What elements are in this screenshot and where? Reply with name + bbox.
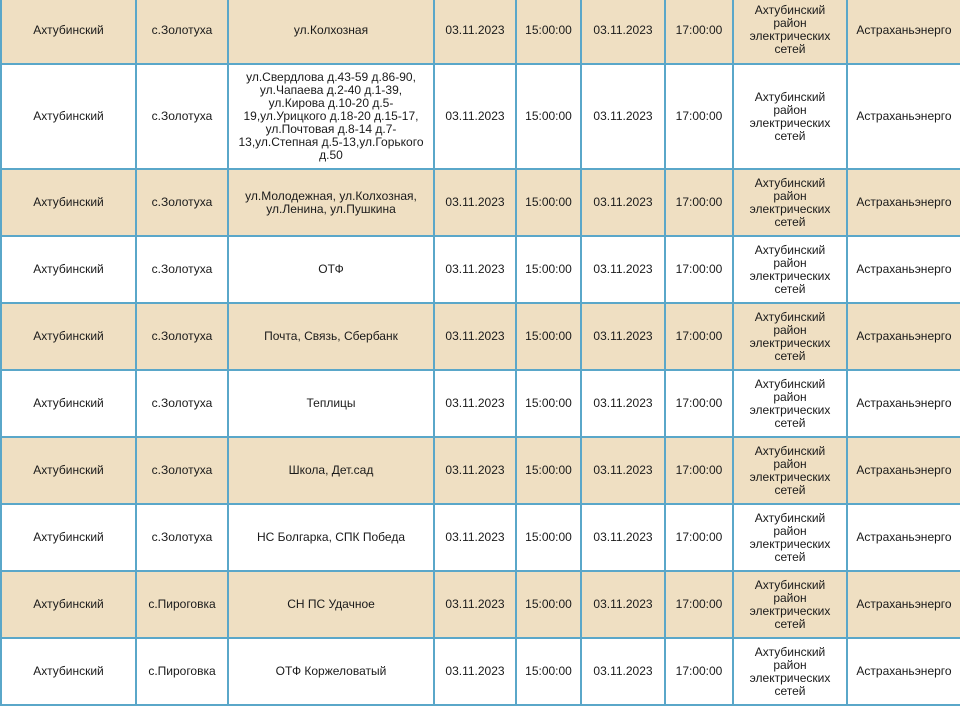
start-date-cell: 03.11.2023: [434, 64, 516, 169]
company-cell: Астраханьэнерго: [847, 571, 960, 638]
start-time-cell: 15:00:00: [516, 169, 581, 236]
company-cell: Астраханьэнерго: [847, 303, 960, 370]
address-cell: ОТФ Коржеловатый: [228, 638, 434, 705]
table-row: [1, 169, 960, 236]
settlement-cell: с.Золотуха: [136, 370, 228, 437]
network-cell: Ахтубинский район электрических сетей: [733, 236, 847, 303]
end-time-cell: 17:00:00: [665, 236, 733, 303]
start-date-cell: 03.11.2023: [434, 437, 516, 504]
start-time-cell: 15:00:00: [516, 638, 581, 705]
address-cell: СН ПС Удачное: [228, 571, 434, 638]
table-row: [1, 236, 960, 303]
end-date-cell: 03.11.2023: [581, 638, 665, 705]
settlement-cell: с.Золотуха: [136, 504, 228, 571]
table-body: [1, 0, 960, 705]
district-cell: Ахтубинский: [1, 169, 136, 236]
end-time-cell: 17:00:00: [665, 437, 733, 504]
end-time-cell: 17:00:00: [665, 370, 733, 437]
start-time-cell: 15:00:00: [516, 504, 581, 571]
company-cell: Астраханьэнерго: [847, 0, 960, 64]
company-cell: Астраханьэнерго: [847, 370, 960, 437]
table-row: [1, 370, 960, 437]
address-cell: ул.Свердлова д.43-59 д.86-90, ул.Чапаева д.2-40 д.1-39, ул.Кирова д.10-20 д.5-19,ул.Урицкого д.18-20 д.15-17, ул.Почтовая д.8-14 д.7-13,ул.Степная д.5-13,ул.Горького д.50: [228, 64, 434, 169]
company-cell: Астраханьэнерго: [847, 504, 960, 571]
network-cell: Ахтубинский район электрических сетей: [733, 169, 847, 236]
district-cell: Ахтубинский: [1, 0, 136, 64]
end-date-cell: 03.11.2023: [581, 0, 665, 64]
address-cell: Почта, Связь, Сбербанк: [228, 303, 434, 370]
settlement-cell: с.Золотуха: [136, 303, 228, 370]
start-time-cell: 15:00:00: [516, 303, 581, 370]
end-time-cell: 17:00:00: [665, 571, 733, 638]
company-cell: Астраханьэнерго: [847, 437, 960, 504]
settlement-cell: с.Пироговка: [136, 571, 228, 638]
start-time-cell: 15:00:00: [516, 64, 581, 169]
start-date-cell: 03.11.2023: [434, 0, 516, 64]
end-time-cell: 17:00:00: [665, 303, 733, 370]
start-date-cell: 03.11.2023: [434, 638, 516, 705]
table-row: [1, 0, 960, 64]
end-time-cell: 17:00:00: [665, 504, 733, 571]
end-time-cell: 17:00:00: [665, 169, 733, 236]
network-cell: Ахтубинский район электрических сетей: [733, 303, 847, 370]
company-cell: Астраханьэнерго: [847, 64, 960, 169]
company-cell: Астраханьэнерго: [847, 638, 960, 705]
table-row: [1, 504, 960, 571]
network-cell: Ахтубинский район электрических сетей: [733, 571, 847, 638]
settlement-cell: с.Золотуха: [136, 236, 228, 303]
end-date-cell: 03.11.2023: [581, 504, 665, 571]
start-date-cell: 03.11.2023: [434, 236, 516, 303]
district-cell: Ахтубинский: [1, 437, 136, 504]
end-time-cell: 17:00:00: [665, 64, 733, 169]
end-date-cell: 03.11.2023: [581, 437, 665, 504]
district-cell: Ахтубинский: [1, 236, 136, 303]
start-time-cell: 15:00:00: [516, 0, 581, 64]
table-row: [1, 303, 960, 370]
table-row: [1, 437, 960, 504]
start-time-cell: 15:00:00: [516, 571, 581, 638]
end-time-cell: 17:00:00: [665, 0, 733, 64]
end-date-cell: 03.11.2023: [581, 571, 665, 638]
end-date-cell: 03.11.2023: [581, 236, 665, 303]
district-cell: Ахтубинский: [1, 571, 136, 638]
settlement-cell: с.Золотуха: [136, 64, 228, 169]
address-cell: ул.Колхозная: [228, 0, 434, 64]
table-row: [1, 638, 960, 705]
end-date-cell: 03.11.2023: [581, 370, 665, 437]
end-date-cell: 03.11.2023: [581, 303, 665, 370]
address-cell: ОТФ: [228, 236, 434, 303]
table-row: [1, 571, 960, 638]
company-cell: Астраханьэнерго: [847, 236, 960, 303]
end-date-cell: 03.11.2023: [581, 169, 665, 236]
network-cell: Ахтубинский район электрических сетей: [733, 0, 847, 64]
start-time-cell: 15:00:00: [516, 236, 581, 303]
start-date-cell: 03.11.2023: [434, 571, 516, 638]
start-time-cell: 15:00:00: [516, 370, 581, 437]
table-row: [1, 64, 960, 169]
settlement-cell: с.Пироговка: [136, 638, 228, 705]
address-cell: Школа, Дет.сад: [228, 437, 434, 504]
settlement-cell: с.Золотуха: [136, 169, 228, 236]
address-cell: ул.Молодежная, ул.Колхозная, ул.Ленина, ул.Пушкина: [228, 169, 434, 236]
start-date-cell: 03.11.2023: [434, 303, 516, 370]
address-cell: Теплицы: [228, 370, 434, 437]
end-time-cell: 17:00:00: [665, 638, 733, 705]
company-cell: Астраханьэнерго: [847, 169, 960, 236]
district-cell: Ахтубинский: [1, 504, 136, 571]
start-date-cell: 03.11.2023: [434, 504, 516, 571]
network-cell: Ахтубинский район электрических сетей: [733, 638, 847, 705]
end-date-cell: 03.11.2023: [581, 64, 665, 169]
start-date-cell: 03.11.2023: [434, 370, 516, 437]
network-cell: Ахтубинский район электрических сетей: [733, 64, 847, 169]
start-time-cell: 15:00:00: [516, 437, 581, 504]
district-cell: Ахтубинский: [1, 638, 136, 705]
settlement-cell: с.Золотуха: [136, 0, 228, 64]
network-cell: Ахтубинский район электрических сетей: [733, 370, 847, 437]
district-cell: Ахтубинский: [1, 303, 136, 370]
district-cell: Ахтубинский: [1, 64, 136, 169]
network-cell: Ахтубинский район электрических сетей: [733, 437, 847, 504]
address-cell: НС Болгарка, СПК Победа: [228, 504, 434, 571]
settlement-cell: с.Золотуха: [136, 437, 228, 504]
start-date-cell: 03.11.2023: [434, 169, 516, 236]
district-cell: Ахтубинский: [1, 370, 136, 437]
network-cell: Ахтубинский район электрических сетей: [733, 504, 847, 571]
